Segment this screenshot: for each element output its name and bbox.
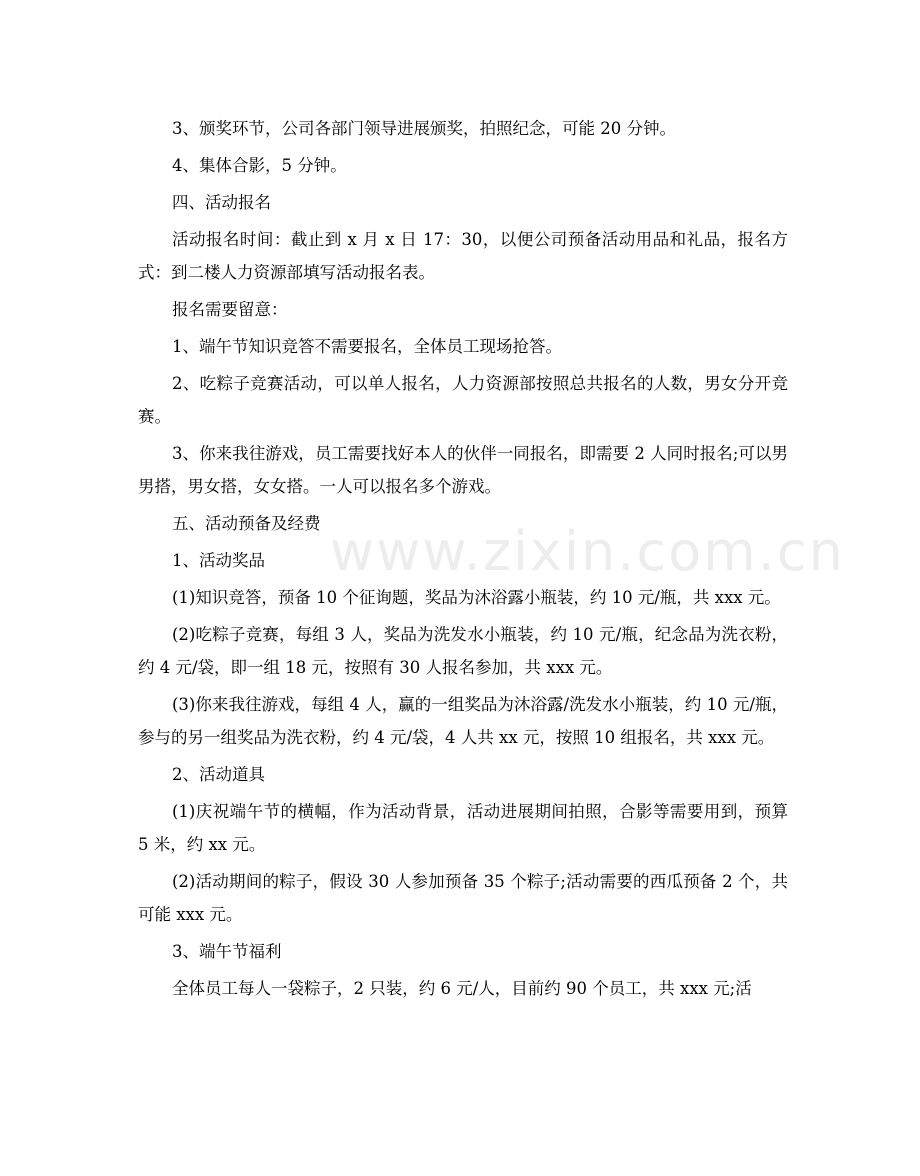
subsection-heading: 3、端午节福利 <box>172 942 282 961</box>
paragraph: (2)活动期间的粽子，假设 30 人参加预备 35 个粽子;活动需要的西瓜预备 2 个，共可能 xxx 元。 <box>138 872 788 924</box>
watermark: www.zixin.com.cn <box>330 520 845 583</box>
paragraph: 报名需要留意： <box>172 300 288 319</box>
paragraph: 3、颁奖环节，公司各部门领导进展颁奖，拍照纪念，可能 20 分钟。 <box>172 119 676 138</box>
section-heading: 四、活动报名 <box>172 193 271 212</box>
paragraph: (1)知识竞答，预备 10 个征询题，奖品为沐浴露小瓶装，约 10 元/瓶，共 xxx 元。 <box>172 588 781 607</box>
subsection-heading: 1、活动奖品 <box>172 551 265 570</box>
paragraph: (2)吃粽子竞赛，每组 3 人，奖品为洗发水小瓶装，约 10 元/瓶，纪念品为洗衣粉，约 4 元/袋，即一组 18 元，按照有 30 人报名参加，共 xxx 元。 <box>138 625 788 677</box>
paragraph: 活动报名时间：截止到 x 月 x 日 17：30，以便公司预备活动用品和礼品，报名方式：到二楼人力资源部填写活动报名表。 <box>138 230 788 282</box>
subsection-heading: 2、活动道具 <box>172 765 265 784</box>
paragraph: 4、集体合影，5 分钟。 <box>172 156 347 175</box>
paragraph: 1、端午节知识竞答不需要报名，全体员工现场抢答。 <box>172 337 562 356</box>
paragraph: 3、你来我往游戏，员工需要找好本人的伙伴一同报名，即需要 2 人同时报名;可以男男搭，男女搭，女女搭。一人可以报名多个游戏。 <box>138 444 788 496</box>
paragraph: (3)你来我往游戏，每组 4 人，赢的一组奖品为沐浴露/洗发水小瓶装，约 10 元/瓶，参与的另一组奖品为洗衣粉，约 4 元/袋，4 人共 xx 元，按照 10 组报名，共 xxx 元。 <box>138 695 788 747</box>
paragraph: 全体员工每人一袋粽子，2 只装，约 6 元/人，目前约 90 个员工，共 xxx 元;活 <box>172 979 752 998</box>
paragraph: (1)庆祝端午节的横幅，作为活动背景，活动进展期间拍照，合影等需要用到，预算 5 米，约 xx 元。 <box>138 802 788 854</box>
document-body <box>138 112 788 1009</box>
section-heading: 五、活动预备及经费 <box>172 514 321 533</box>
paragraph: 2、吃粽子竞赛活动，可以单人报名，人力资源部按照总共报名的人数，男女分开竞赛。 <box>138 374 788 426</box>
